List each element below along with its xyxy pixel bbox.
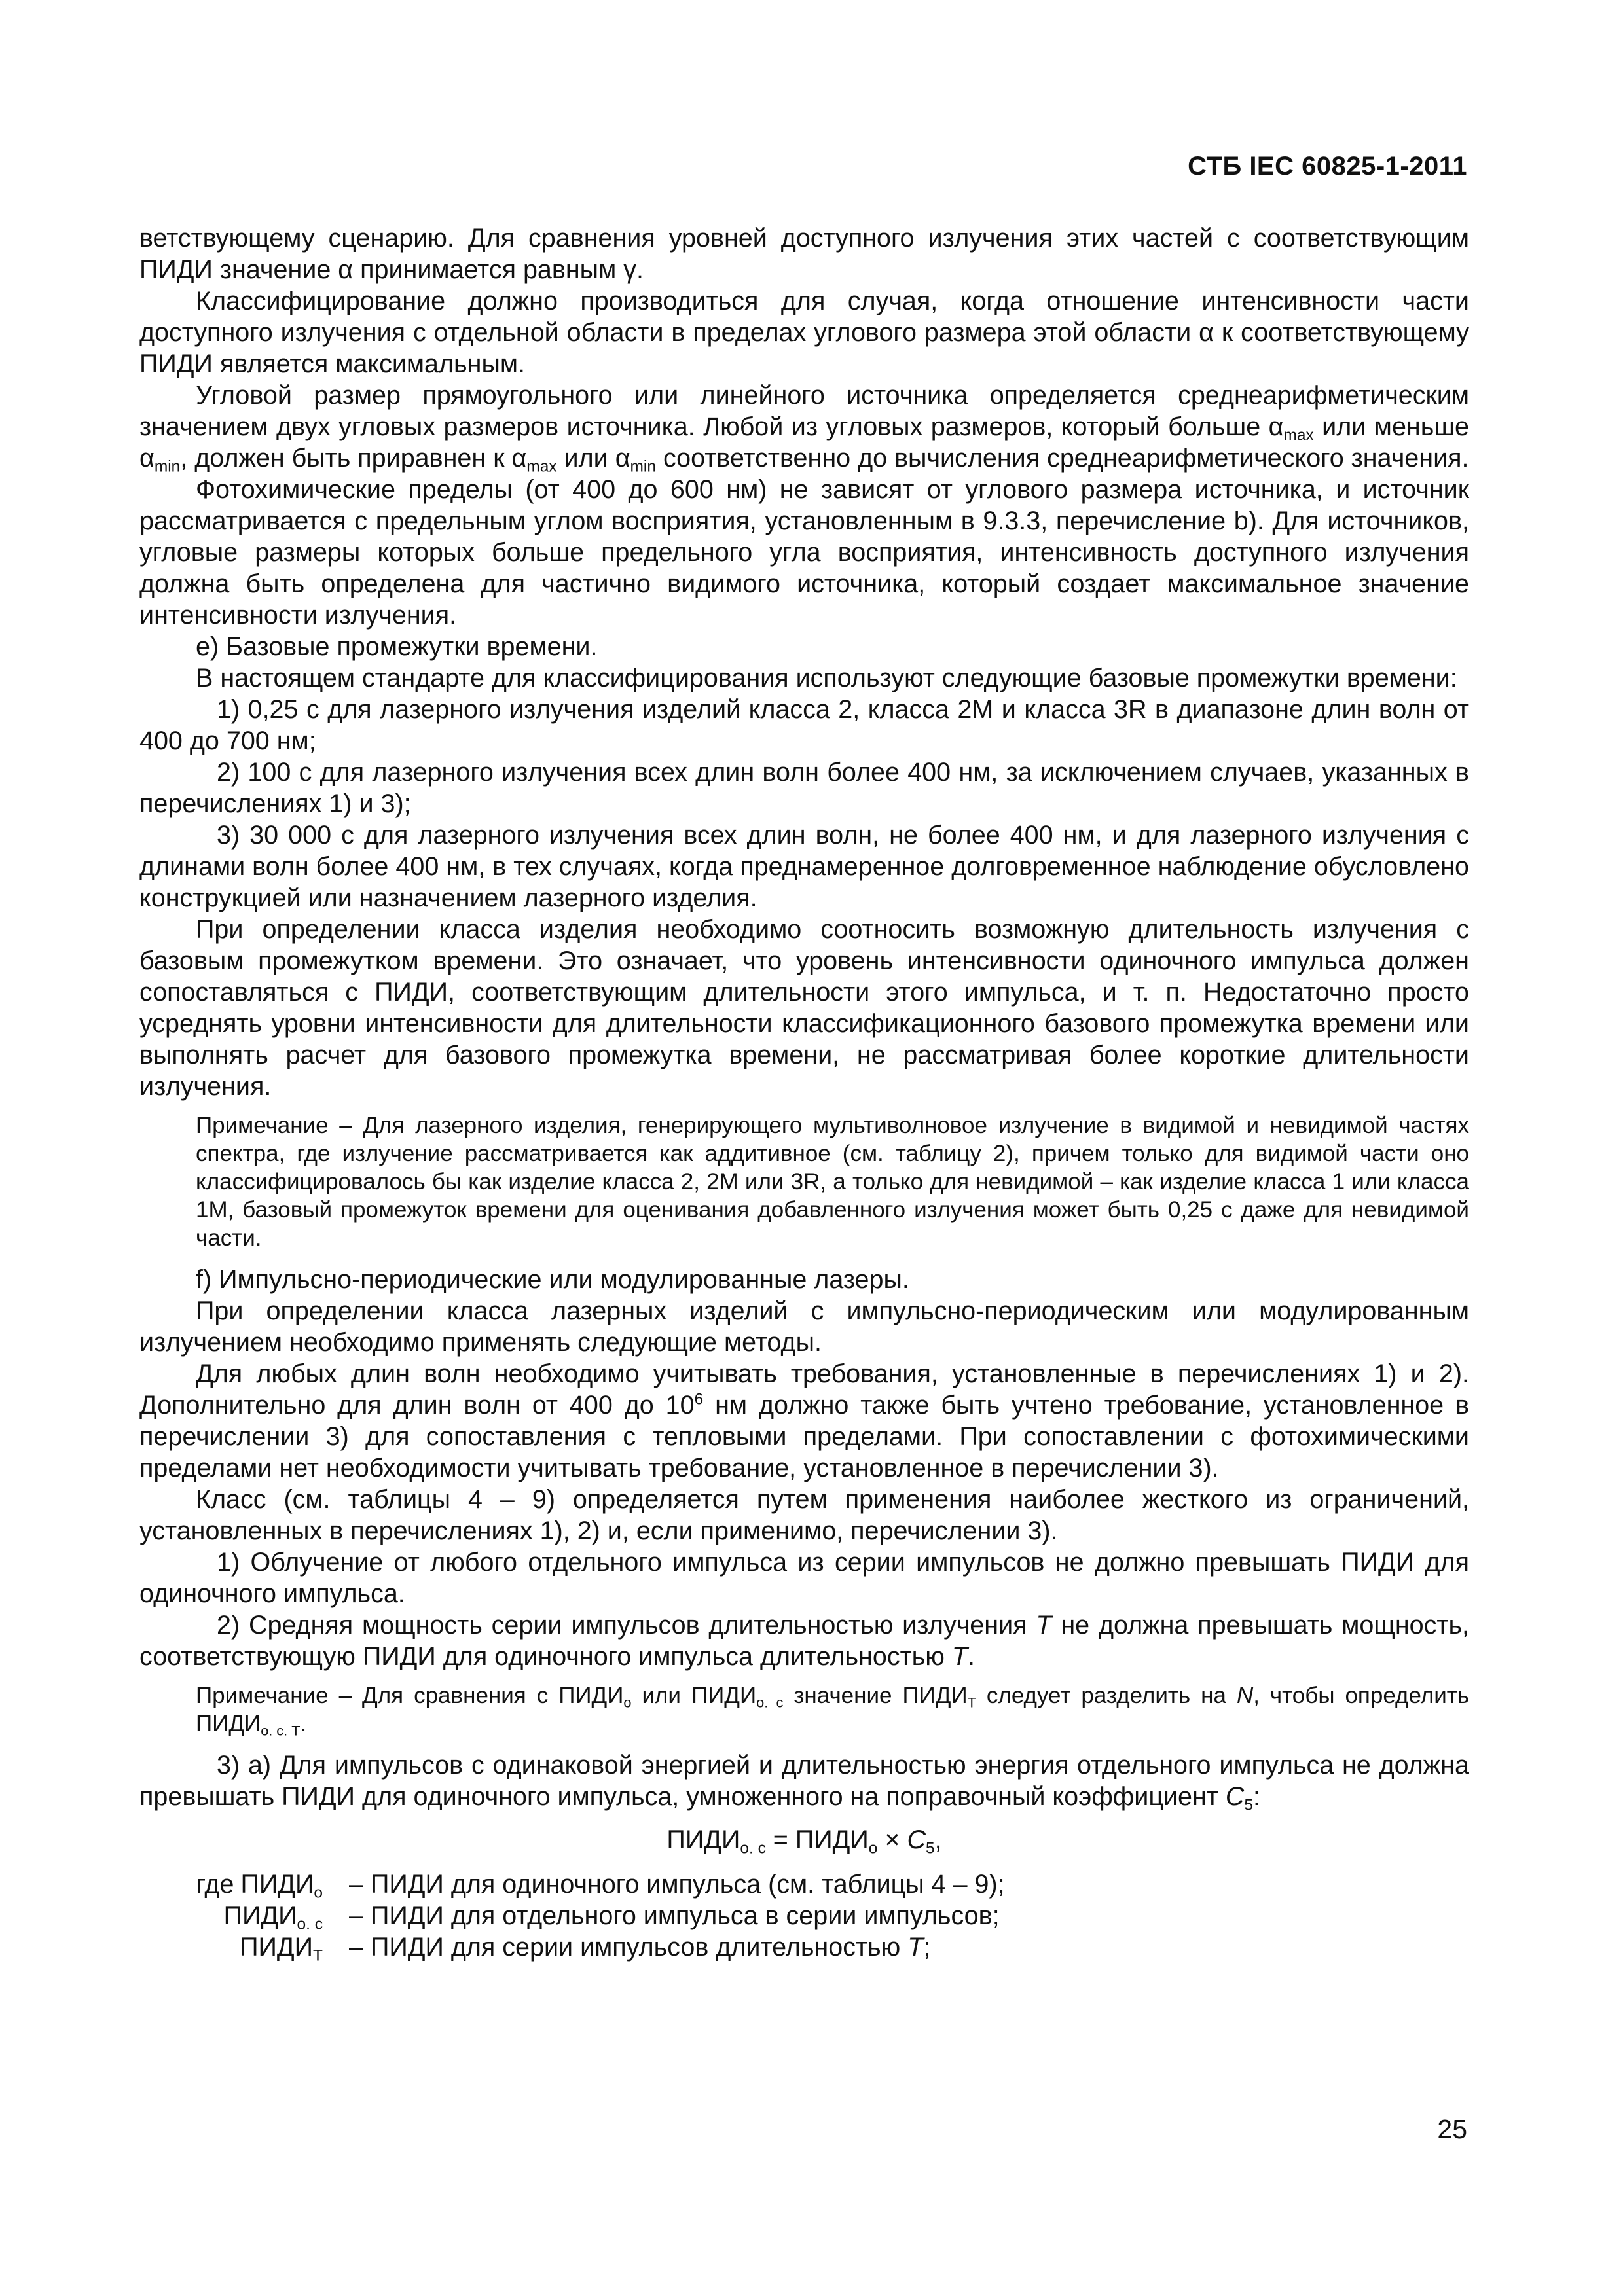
definition-row [139, 1900, 1469, 1931]
section-heading-f: f) Импульсно-периодические или модулированные лазеры. [196, 1265, 909, 1294]
note-text: Примечание – Для сравнения с $ПИДИ_о$ или $ПИДИ_{о. с}$ значение $ПИДИ_Т$ следует разделить на N, чтобы определить $ПИДИ_{о. с. Т}$. [196, 1683, 1470, 1739]
definition-desc: – ПИДИ для одиночного импульса (см. таблицы 4 – 9); [349, 1870, 1005, 1899]
list-item: 2) Средняя мощность серии импульсов длительностью излучения T не должна превышать мощность, соответствующую ПИДИ для одиночного импульса длительностью T. [139, 1611, 1469, 1671]
list-item: 1) 0,25 с для лазерного излучения изделий класса 2, класса 2М и класса 3R в диапазоне длин волн от 400 до 700 нм; [139, 695, 1469, 755]
note-block [139, 1681, 1469, 1738]
definition-desc: – ПИДИ для серии импульсов длительностью T; [349, 1933, 931, 1962]
paragraph: ветствующему сценарию. Для сравнения уровней доступного излучения этих частей с соответствующим ПИДИ значение α принимается равным γ. [139, 224, 1469, 284]
definition-lead: где [196, 1870, 234, 1899]
definition-term: $ПИДИ_Т$ [240, 1933, 323, 1965]
paragraph: Класс (см. таблицы 4 – 9) определяется путем применения наиболее жесткого из ограничений, установленных в перечислениях 1), 2) и, если применимо, перечислении 3). [139, 1485, 1469, 1545]
document-header: СТБ IEC 60825-1-2011 [1188, 152, 1467, 181]
paragraph: Угловой размер прямоугольного или линейного источника определяется среднеарифметическим значением двух угловых размеров источника. Любой из угловых размеров, который больше $\alpha_{max}$ или меньше $\alpha_{min}$, должен быть приравнен к $\alpha_{max}$ или $\alpha_{min}$ соответственно до вычисления среднеарифметического значения. [139, 381, 1469, 476]
formula: $ПИДИ_{о. с}$ = $ПИДИ_о \times C_5$, [666, 1825, 942, 1857]
list-item: 1) Облучение от любого отдельного импульса из серии импульсов не должно превышать ПИДИ для одиночного импульса. [139, 1548, 1469, 1608]
definition-row [139, 1869, 1469, 1900]
paragraph: Фотохимические пределы (от 400 до 600 нм) не зависят от углового размера источника, и источник рассматривается с предельным углом восприятия, установленным в 9.3.3, перечисление b). Для источников, угловые размеры которых больше предельного угла восприятия, интенсивность доступного излучения должна быть определена для частично видимого источника, который создает максимальное значение интенсивности излучения. [139, 475, 1469, 630]
definitions-list [139, 1869, 1469, 1963]
definition-term: $ПИДИ_о$ [240, 1870, 323, 1902]
note-block [139, 1111, 1469, 1252]
definition-term: $ПИДИ_{о. с}$ [223, 1901, 323, 1933]
definition-row [139, 1931, 1469, 1963]
paragraph: При определении класса лазерных изделий с импульсно-периодическим или модулированным излучением необходимо применять следующие методы. [139, 1297, 1469, 1357]
definition-desc: – ПИДИ для отдельного импульса в серии импульсов; [349, 1901, 1000, 1930]
paragraph: При определении класса изделия необходимо соотносить возможную длительность излучения с базовым промежутком времени. Это означает, что уровень интенсивности одиночного импульса должен сопоставляться с ПИДИ, соответствующим длительности этого импульса, и т. п. Недостаточно просто усреднять уровни интенсивности для длительности классификационного базового промежутка времени или выполнять расчет для базового промежутка времени, не рассматривая более короткие длительности излучения. [139, 915, 1469, 1101]
page-number: 25 [1437, 2114, 1467, 2144]
main-text [139, 223, 1469, 1963]
paragraph: В настоящем стандарте для классифицирования используют следующие базовые промежутки времени: [196, 664, 1457, 692]
paragraph: Классифицирование должно производиться для случая, когда отношение интенсивности части доступного излучения с отдельной области в пределах углового размера этой области α к соответствующему ПИДИ является максимальным. [139, 287, 1469, 378]
section-heading-e: e) Базовые промежутки времени. [196, 632, 598, 661]
note-text: Примечание – Для лазерного изделия, генерирующего мультиволновое излучение в видимой и невидимой частях спектра, где излучение рассматривается как аддитивное (см. таблицу 2), причем только для видимой части оно классифицировалось бы как изделие класса 2, 2М или 3R, а только для невидимой – как изделие класса 1 или класса 1М, базовый промежуток времени для оценивания добавленного излучения может быть 0,25 с даже для невидимой части. [196, 1113, 1469, 1251]
list-item: 3) a) Для импульсов с одинаковой энергией и длительностью энергия отдельного импульса не должна превышать ПИДИ для одиночного импульса, умноженного на поправочный коэффициент $C_5$: [139, 1751, 1469, 1814]
paragraph: Для любых длин волн необходимо учитывать требования, установленные в перечислениях 1) и 2). Дополнительно для длин волн от 400 до $10^6$ нм должно также быть учтено требование, установленное в перечислении 3) для сопоставления с тепловыми пределами. При сопоставлении с фотохимическими пределами нет необходимости учитывать требование, установленное в перечислении 3). [139, 1359, 1470, 1482]
list-item: 2) 100 с для лазерного излучения всех длин волн более 400 нм, за исключением случаев, указанных в перечислениях 1) и 3); [139, 758, 1469, 818]
list-item: 3) 30 000 с для лазерного излучения всех длин волн, не более 400 нм, и для лазерного излучения с длинами волн более 400 нм, в тех случаях, когда преднамеренное долговременное наблюдение обусловлено конструкцией или назначением лазерного изделия. [139, 821, 1469, 912]
